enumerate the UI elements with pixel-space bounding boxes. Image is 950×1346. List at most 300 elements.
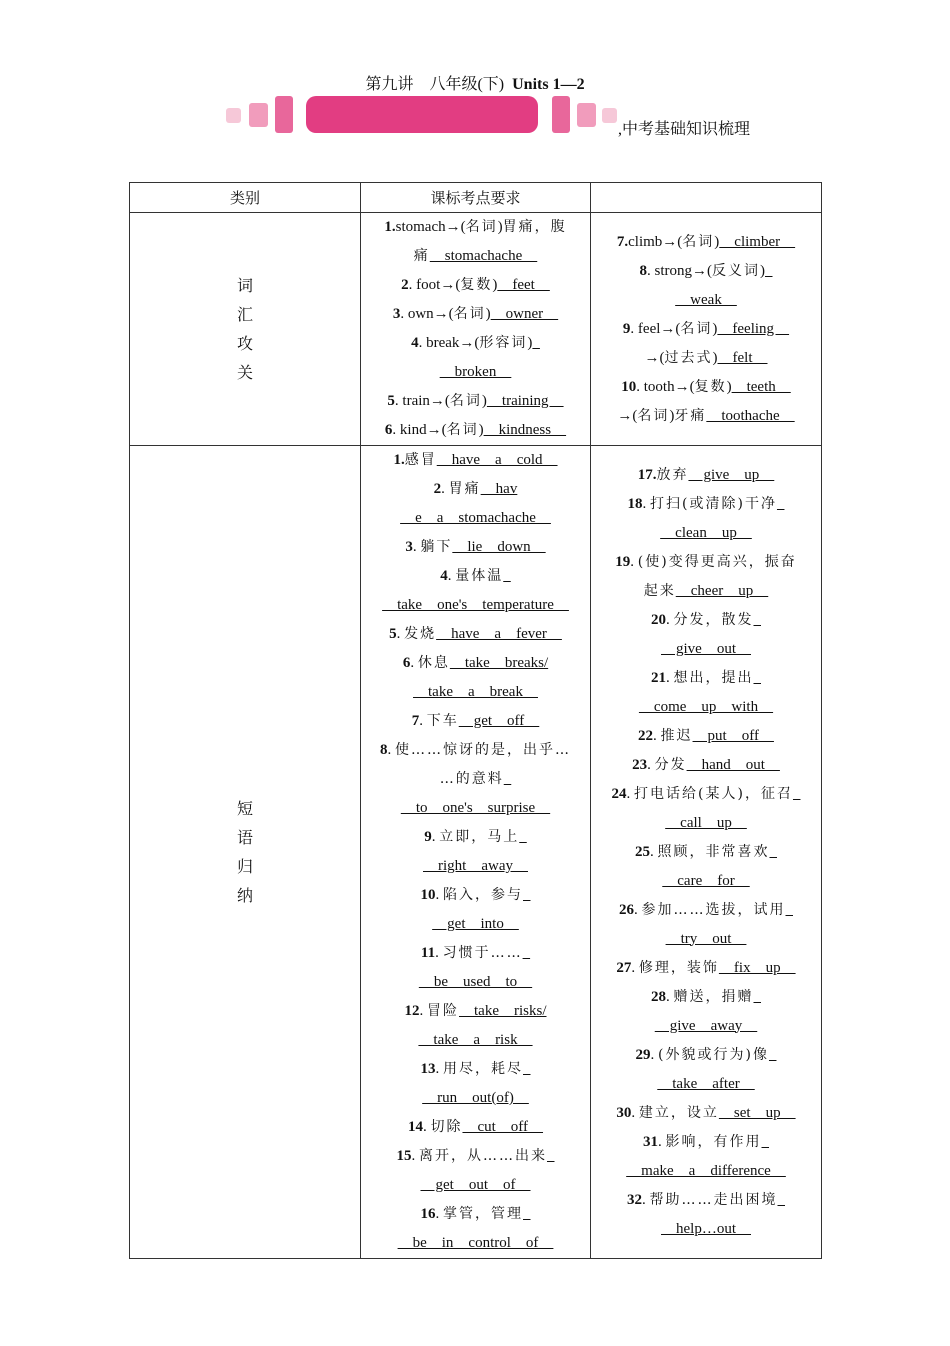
entry-line: [367, 591, 584, 620]
entry-line: [367, 1142, 584, 1171]
section-banner: [226, 96, 766, 138]
item-chinese: 参加……选拔，试用: [641, 901, 786, 918]
item-text: .: [447, 568, 456, 584]
answer-blank: [754, 612, 762, 628]
item-text: . feel→(: [630, 320, 681, 337]
entry-line: [597, 1099, 815, 1128]
item-chinese: 打扫(或清除)干净: [650, 495, 777, 512]
answer-blank: [765, 263, 773, 279]
item-number: 9: [424, 829, 432, 845]
answer-blank: make a difference: [626, 1162, 786, 1179]
table-header-row: [130, 183, 822, 213]
entry-line: [597, 373, 815, 402]
item-number: 27: [616, 959, 632, 976]
entry-line: [367, 1026, 584, 1055]
item-chinese: 影响，有作用: [665, 1133, 762, 1150]
entry-line: [597, 1128, 815, 1157]
answer-blank: to one's surprise: [400, 800, 551, 816]
answer-blank: get into: [432, 916, 519, 932]
item-text: .: [630, 553, 638, 570]
item-number: 15: [396, 1148, 412, 1164]
answer-blank: clean up: [660, 524, 752, 541]
answer-blank: [519, 829, 527, 845]
category-char: 攻: [236, 334, 253, 353]
answer-blank: take one's temperature: [382, 597, 569, 613]
item-number: 3: [405, 539, 413, 555]
entry-line: [367, 910, 584, 939]
banner-square-2: [249, 103, 268, 127]
item-number: 11: [420, 945, 436, 961]
item-text: . own→(: [400, 306, 454, 322]
entry-line: [597, 751, 815, 780]
header-category: 类别: [130, 183, 361, 213]
item-text: climb→(: [628, 233, 683, 250]
entry-line: [367, 300, 584, 329]
banner-square-5: [577, 103, 596, 127]
answer-blank: come up with: [638, 698, 774, 715]
answer-blank: give up: [688, 466, 775, 483]
item-number: 4: [411, 335, 419, 351]
item-number: 2: [401, 277, 409, 293]
item-text: .: [642, 495, 651, 512]
item-number: 28: [651, 988, 666, 1005]
entry-line: [367, 1055, 584, 1084]
item-number: 30: [616, 1104, 632, 1121]
item-text: .: [666, 669, 674, 686]
entry-line: [367, 968, 584, 997]
entry-line: [597, 490, 815, 519]
item-number: 20: [651, 611, 666, 628]
item-text: ): [492, 277, 498, 293]
item-text: ): [478, 422, 484, 438]
answer-blank: stomachache: [429, 248, 538, 264]
item-number: 10: [621, 378, 637, 395]
answer-blank: [523, 887, 531, 903]
item-chinese: 复数: [460, 277, 493, 293]
entry-line: [367, 504, 584, 533]
answer-blank: call up: [665, 814, 747, 831]
entry-line: [597, 1070, 815, 1099]
item-number: 25: [635, 843, 650, 860]
item-number: 21: [651, 669, 666, 686]
item-text: .: [650, 1046, 659, 1063]
item-text: .: [435, 1206, 443, 1222]
item-text: . foot→(: [408, 277, 461, 293]
entry-line: [367, 997, 584, 1026]
item-chinese: 发烧: [404, 626, 437, 642]
answer-blank: [777, 496, 785, 512]
answer-blank: hand out: [686, 756, 780, 773]
item-chinese: 赠送，捐赠: [673, 988, 754, 1005]
item-number: 22: [638, 727, 654, 744]
item-chinese: 离开，从……出来: [419, 1148, 547, 1164]
entry-line: [367, 823, 584, 852]
answer-blank: [769, 1047, 777, 1063]
item-text: . kind→(: [392, 422, 447, 438]
entry-line: [597, 461, 815, 490]
answer-blank: put off: [692, 727, 774, 744]
entry-line: [367, 620, 584, 649]
answer-blank: cheer up: [675, 582, 769, 599]
item-chinese: 名词: [453, 306, 486, 322]
answer-blank: weak: [675, 291, 737, 308]
item-text: ): [497, 219, 503, 235]
page-header: [0, 71, 950, 94]
entry-line: [597, 983, 815, 1012]
item-text: .: [422, 1119, 431, 1135]
entry-line: [597, 1157, 815, 1186]
answer-blank: take risks/: [459, 1003, 547, 1019]
answer-blank: be in control of: [397, 1235, 554, 1251]
item-text: .: [650, 843, 658, 860]
entry-line: [597, 344, 815, 373]
answer-blank: [503, 568, 511, 584]
category-char: 关: [236, 363, 253, 382]
answer-blank: feet: [497, 277, 550, 293]
entry-line: [597, 286, 815, 315]
item-text: . tooth→(: [636, 378, 695, 395]
item-chinese: 痛: [413, 248, 430, 264]
entry-line: [367, 1229, 584, 1258]
item-number: 2: [433, 481, 442, 497]
category-char: 词: [236, 276, 253, 295]
entry-line: [367, 1113, 584, 1142]
item-number: 19: [615, 553, 631, 570]
item-text: →(: [644, 349, 665, 366]
item-number: 31: [643, 1133, 658, 1150]
units-title: Units 1—2: [512, 76, 585, 93]
item-text: .: [653, 727, 661, 744]
item-number: 10: [420, 887, 436, 903]
entry-line: [597, 577, 815, 606]
item-text: .: [396, 626, 405, 642]
answer-blank: felt: [717, 349, 768, 366]
item-chinese: 下车: [426, 713, 459, 729]
category-char: 汇: [236, 305, 253, 324]
item-text: →(: [617, 407, 638, 424]
answer-blank: try out: [665, 930, 747, 947]
item-text: .: [631, 959, 639, 976]
banner-square-1: [226, 108, 241, 123]
item-chinese: 照顾，非常喜欢: [657, 843, 770, 860]
item-number: 7.: [616, 233, 629, 250]
entry-line: [597, 548, 815, 577]
item-text: .: [411, 1148, 419, 1164]
category-vocabulary: [130, 213, 361, 446]
entry-line: [367, 562, 584, 591]
answer-blank: cut off: [462, 1119, 544, 1135]
item-chinese: 形容词: [479, 335, 528, 351]
item-text: ): [760, 262, 765, 279]
item-text: .: [435, 887, 443, 903]
answer-blank: feeling: [717, 320, 790, 337]
entry-line: [367, 242, 584, 271]
phrases-col-1: [361, 446, 591, 1259]
item-text: ): [712, 349, 718, 366]
item-text: .: [435, 945, 443, 961]
answer-blank: get out of: [420, 1177, 531, 1193]
entry-line: [367, 1200, 584, 1229]
item-text: .: [634, 901, 642, 918]
answer-blank: give out: [661, 640, 751, 657]
item-text: ): [714, 233, 720, 250]
item-chinese: 过去式: [664, 349, 713, 366]
answer-blank: get off: [458, 713, 540, 729]
lecture-title: 第九讲 八年级(下): [365, 76, 505, 93]
entry-line: [367, 678, 584, 707]
item-text: stomach→(: [395, 219, 466, 235]
item-text: .: [419, 713, 427, 729]
item-text: .: [387, 742, 395, 758]
item-chinese: 陷入，参与: [443, 887, 523, 903]
item-number: 17.: [637, 466, 657, 483]
item-chinese: 分发，散发: [673, 611, 754, 628]
item-chinese: 名词: [682, 233, 715, 250]
item-number: 12: [404, 1003, 420, 1019]
entry-line: [597, 1215, 815, 1244]
answer-blank: [523, 1061, 531, 1077]
item-chinese: 立即，马上: [439, 829, 520, 845]
entry-line: [367, 446, 584, 475]
entry-line: [367, 271, 584, 300]
item-chinese: 名词: [637, 407, 670, 424]
vocabulary-col-2: [591, 213, 822, 446]
item-chinese: 使……惊讶的是，出乎…: [395, 742, 571, 758]
item-chinese: 牙痛: [674, 407, 707, 424]
item-chinese: 推迟: [660, 727, 693, 744]
item-text: .: [435, 1061, 443, 1077]
item-chinese: 修理，装饰: [638, 959, 719, 976]
item-text: ): [726, 378, 732, 395]
answer-blank: give away: [654, 1017, 758, 1034]
item-chinese: 名词: [449, 393, 482, 409]
entry-line: [597, 257, 815, 286]
item-chinese: 复数: [694, 378, 727, 395]
entry-line: [597, 402, 815, 431]
answer-blank: take a risk: [418, 1032, 533, 1048]
entry-line: [597, 838, 815, 867]
entry-line: [597, 315, 815, 344]
item-chinese: 放弃: [656, 466, 689, 483]
entry-line: [367, 213, 584, 242]
item-text: .: [441, 481, 449, 497]
entry-line: [597, 809, 815, 838]
item-chinese: 胃痛，腹: [502, 219, 567, 235]
answer-blank: climber: [719, 233, 796, 250]
banner-square-3: [275, 96, 293, 133]
item-text: . train→(: [394, 393, 450, 409]
item-number: 5: [389, 626, 397, 642]
item-number: 18: [627, 495, 643, 512]
item-number: 24: [611, 785, 627, 802]
phrases-col-2: [591, 446, 822, 1259]
answer-blank: owner: [490, 306, 559, 322]
item-text: ): [527, 335, 533, 351]
answer-blank: training: [486, 393, 564, 409]
item-number: 5: [387, 393, 395, 409]
answer-blank: have a fever: [436, 626, 562, 642]
answer-blank: fix up: [718, 959, 796, 976]
item-chinese: 冒险: [427, 1003, 459, 1019]
item-text: .: [631, 1104, 639, 1121]
category-char: 纳: [236, 886, 253, 905]
item-text: .: [431, 829, 440, 845]
item-number: 29: [635, 1046, 651, 1063]
entry-line: [367, 736, 584, 765]
entry-line: [367, 387, 584, 416]
item-number: 1.: [393, 452, 405, 468]
answer-blank: help…out: [661, 1220, 751, 1237]
item-chinese: 帮助……走出困境: [649, 1191, 778, 1208]
entry-line: [367, 1171, 584, 1200]
entry-line: [597, 606, 815, 635]
item-number: 13: [420, 1061, 436, 1077]
entry-line: [597, 896, 815, 925]
answer-blank: be used to: [418, 974, 533, 990]
answer-blank: have a cold: [436, 452, 558, 468]
answer-blank: kindness: [483, 422, 567, 438]
answer-blank: [504, 771, 512, 787]
item-chinese: 名词: [680, 320, 713, 337]
item-number: 8: [380, 742, 388, 758]
item-text: ): [485, 306, 491, 322]
answer-blank: lie down: [452, 539, 546, 555]
answer-blank: [754, 989, 762, 1005]
entry-line: [367, 649, 584, 678]
item-text: . strong→(: [647, 262, 712, 279]
item-chinese: 建立，设立: [638, 1104, 719, 1121]
entry-line: [597, 693, 815, 722]
entry-line: [597, 867, 815, 896]
answer-blank: right away: [423, 858, 528, 874]
item-chinese: 用尽，耗尽: [443, 1061, 523, 1077]
table-row-phrases: [130, 446, 822, 1259]
item-chinese: 切除: [430, 1119, 463, 1135]
item-chinese: 分发: [654, 756, 687, 773]
item-chinese: 起来: [643, 582, 676, 599]
entry-line: [597, 519, 815, 548]
item-chinese: 想出，提出: [673, 669, 754, 686]
item-text: .: [419, 1003, 427, 1019]
entry-line: [367, 707, 584, 736]
answer-blank: take after: [657, 1075, 755, 1092]
banner-pill: [306, 96, 538, 133]
entry-line: [367, 881, 584, 910]
answer-blank: [547, 1148, 555, 1164]
item-number: 3: [392, 306, 401, 322]
entry-line: [367, 852, 584, 881]
item-chinese: (外貌或行为)像: [658, 1046, 769, 1063]
entry-line: [367, 794, 584, 823]
item-chinese: 掌管，管理: [443, 1206, 523, 1222]
entry-line: [367, 765, 584, 794]
item-number: 7: [411, 713, 420, 729]
item-number: 23: [632, 756, 648, 773]
item-chinese: 名词: [465, 219, 498, 235]
item-text: .: [642, 1191, 650, 1208]
answer-blank: care for: [662, 872, 750, 889]
item-chinese: 感冒: [404, 452, 437, 468]
item-text: .: [626, 785, 635, 802]
item-number: 26: [619, 901, 634, 918]
item-number: 14: [407, 1119, 423, 1135]
answer-blank: hav: [480, 481, 518, 497]
entry-line: [597, 635, 815, 664]
item-number: 9: [622, 320, 631, 337]
answer-blank: broken: [439, 364, 512, 380]
category-char: 语: [236, 828, 253, 847]
answer-blank: run out(of): [422, 1090, 529, 1106]
entry-line: [367, 939, 584, 968]
entry-line: [597, 925, 815, 954]
item-chinese: 习惯于……: [442, 945, 523, 961]
item-text: .: [666, 988, 674, 1005]
item-number: 32: [627, 1191, 642, 1208]
answer-blank: [770, 844, 778, 860]
category-char: 归: [236, 857, 253, 876]
item-text: ): [712, 320, 718, 337]
item-number: 6: [402, 655, 411, 671]
item-text: .: [410, 655, 418, 671]
answer-blank: [523, 1206, 531, 1222]
item-chinese: 反义词: [712, 262, 760, 279]
header-requirements: 课标考点要求: [361, 183, 591, 213]
answer-blank: [786, 902, 794, 918]
entry-line: [597, 954, 815, 983]
entry-line: [367, 329, 584, 358]
item-chinese: 量体温: [455, 568, 504, 584]
item-chinese: 打电话给(某人)，征召: [634, 785, 793, 802]
item-chinese: (使)变得更高兴，振奋: [637, 553, 797, 570]
answer-blank: [754, 670, 762, 686]
answer-blank: e a stomachache: [400, 510, 551, 526]
vocabulary-col-1: [361, 213, 591, 446]
answer-blank: take breaks/: [449, 655, 549, 671]
item-text: .: [412, 539, 421, 555]
item-chinese: 胃痛: [448, 481, 481, 497]
item-text: .: [647, 756, 655, 773]
answer-blank: take a break: [413, 684, 538, 700]
category-phrases: [130, 446, 361, 1259]
entry-line: [597, 1186, 815, 1215]
answer-blank: [523, 945, 531, 961]
item-number: 16: [420, 1206, 436, 1222]
entry-line: [367, 475, 584, 504]
item-text: .: [658, 1133, 666, 1150]
entry-line: [597, 722, 815, 751]
header-extra: [591, 183, 822, 213]
entry-line: [597, 1012, 815, 1041]
knowledge-table: [129, 182, 822, 1259]
answer-blank: teeth: [731, 378, 791, 395]
item-text: . break→(: [418, 335, 480, 351]
table-row-vocabulary: [130, 213, 822, 446]
entry-line: [597, 1041, 815, 1070]
entry-line: [367, 358, 584, 387]
answer-blank: [762, 1134, 770, 1150]
banner-square-6: [602, 108, 617, 123]
answer-blank: set up: [718, 1104, 796, 1121]
item-text: .: [666, 611, 674, 628]
banner-label: ,中考基础知识梳理: [618, 121, 751, 138]
item-number: 4: [440, 568, 448, 584]
item-chinese: 躺下: [420, 539, 453, 555]
item-text: ): [669, 407, 675, 424]
entry-line: [367, 533, 584, 562]
item-number: 6: [384, 422, 393, 438]
answer-blank: [532, 335, 540, 351]
item-text: ): [481, 393, 487, 409]
